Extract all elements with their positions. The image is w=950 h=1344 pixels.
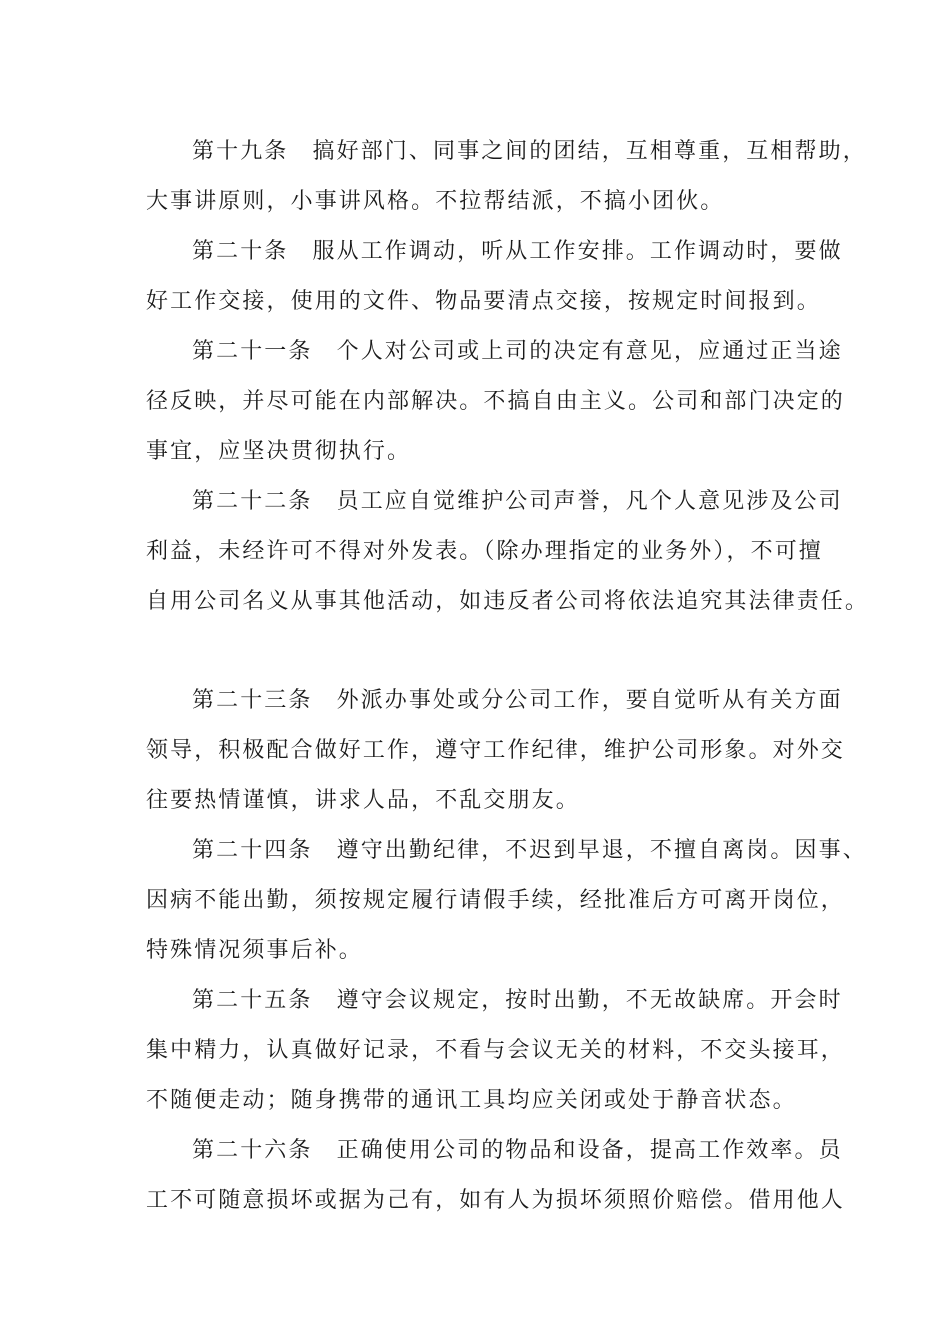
article-line: 事宜，应坚决贯彻执行。 — [146, 439, 412, 464]
article-line: 第二十二条 员工应自觉维护公司声誉，凡个人意见涉及公司 — [192, 489, 843, 514]
article-line: 因病不能出勤，须按规定履行请假手续，经批准后方可离开岗位， — [146, 888, 845, 913]
article-26 — [146, 1126, 845, 1226]
article-line: 径反映，并尽可能在内部解决。不搞自由主义。公司和部门决定的 — [146, 389, 845, 414]
article-line: 第二十六条 正确使用公司的物品和设备，提高工作效率。员 — [192, 1138, 843, 1163]
article-line: 第二十四条 遵守出勤纪律，不迟到早退，不擅自离岗。因事、 — [192, 838, 867, 863]
article-line: 大事讲原则，小事讲风格。不拉帮结派，不搞小团伙。 — [146, 189, 725, 214]
article-line: 集中精力，认真做好记录，不看与会议无关的材料，不交头接耳， — [146, 1038, 845, 1063]
article-20 — [146, 227, 843, 327]
article-line: 往要热情谨慎，讲求人品，不乱交朋友。 — [146, 788, 580, 813]
article-line: 不随便走动；随身携带的通讯工具均应关闭或处于静音状态。 — [146, 1088, 797, 1113]
article-line: 利益，未经许可不得对外发表。（除办理指定的业务外），不可擅 — [146, 539, 823, 564]
article-25 — [146, 976, 845, 1126]
article-24 — [146, 826, 867, 976]
article-21 — [146, 327, 845, 477]
article-line: 工不可随意损坏或据为己有，如有人为损坏须照价赔偿。借用他人 — [146, 1188, 845, 1213]
article-line: 第二十三条 外派办事处或分公司工作，要自觉听从有关方面 — [192, 688, 843, 713]
article-line: 第十九条 搞好部门、同事之间的团结，互相尊重，互相帮助， — [192, 139, 867, 164]
article-23 — [146, 676, 845, 826]
article-line: 自用公司名义从事其他活动，如违反者公司将依法追究其法律责任。 — [146, 589, 870, 614]
article-19 — [146, 127, 867, 227]
article-line: 第二十五条 遵守会议规定，按时出勤，不无故缺席。开会时 — [192, 988, 843, 1013]
article-line: 好工作交接，使用的文件、物品要清点交接，按规定时间报到。 — [146, 289, 821, 314]
article-line: 特殊情况须事后补。 — [146, 938, 363, 963]
article-line: 领导，积极配合做好工作，遵守工作纪律，维护公司形象。对外交 — [146, 738, 845, 763]
article-22 — [146, 477, 870, 627]
article-line: 第二十一条 个人对公司或上司的决定有意见，应通过正当途 — [192, 339, 843, 364]
article-line: 第二十条 服从工作调动，听从工作安排。工作调动时，要做 — [192, 239, 843, 264]
